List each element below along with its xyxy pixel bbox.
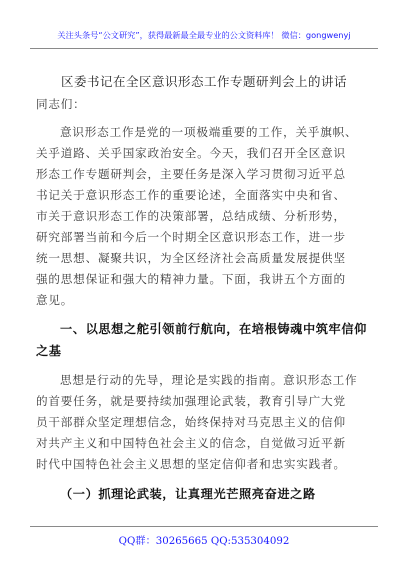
section-line: 时代中国特色社会主义思想的坚定信仰者和忠实实践者。 xyxy=(36,457,346,471)
section-line: 对共产主义和中国特色社会主义的信念，自觉做习近平新 xyxy=(36,436,346,450)
subsection-heading: （一）抓理论武装，让真理光芒照亮奋进之路 xyxy=(60,487,316,501)
intro-line: 书记关于意识形态工作的重要论述，全面落实中央和省、 xyxy=(36,188,346,202)
section-line: 思想是行动的先导，理论是实践的指南。意识形态工作 xyxy=(60,373,358,387)
section-heading: 之基 xyxy=(36,344,62,358)
section-line: 的首要任务，就是要持续加强理论武装，教育引导广大党 xyxy=(36,394,346,408)
header-divider xyxy=(30,48,378,49)
section-line: 员干部群众坚定理想信念，始终保持对马克思主义的信仰 xyxy=(36,415,346,429)
intro-line: 市关于意识形态工作的决策部署，总结成绩、分析形势， xyxy=(36,209,346,223)
intro-line: 关乎道路、关乎国家政治安全。今天，我们召开全区意识 xyxy=(36,146,346,160)
section-heading: 一、以思想之舵引领前行航向，在培根铸魂中筑牢信仰 xyxy=(60,322,367,336)
intro-line: 统一思想、凝聚共识，为全区经济社会高质量发展提供坚 xyxy=(36,251,346,265)
header-notice: 关注头条号“公文研究”，获得最新最全最专业的公文资料库！ 微信：gongwenyj xyxy=(57,30,351,40)
intro-line: 形态工作专题研判会，主要任务是深入学习贯彻习近平总 xyxy=(36,167,346,181)
intro-line: 强的思想保证和强大的精神力量。下面，我讲五个方面的 xyxy=(36,272,346,286)
intro-line: 意见。 xyxy=(36,293,74,307)
salutation: 同志们： xyxy=(36,97,86,111)
footer-divider xyxy=(30,526,378,527)
footer-contacts: QQ群：30265665 QQ:535304092 xyxy=(118,536,290,547)
intro-line: 意识形态工作是党的一项极端重要的工作，关乎旗帜、 xyxy=(60,125,358,139)
document-title: 区委书记在全区意识形态工作专题研判会上的讲话 xyxy=(60,74,347,89)
intro-line: 研究部署当前和今后一个时期全区意识形态工作，进一步 xyxy=(36,230,346,244)
